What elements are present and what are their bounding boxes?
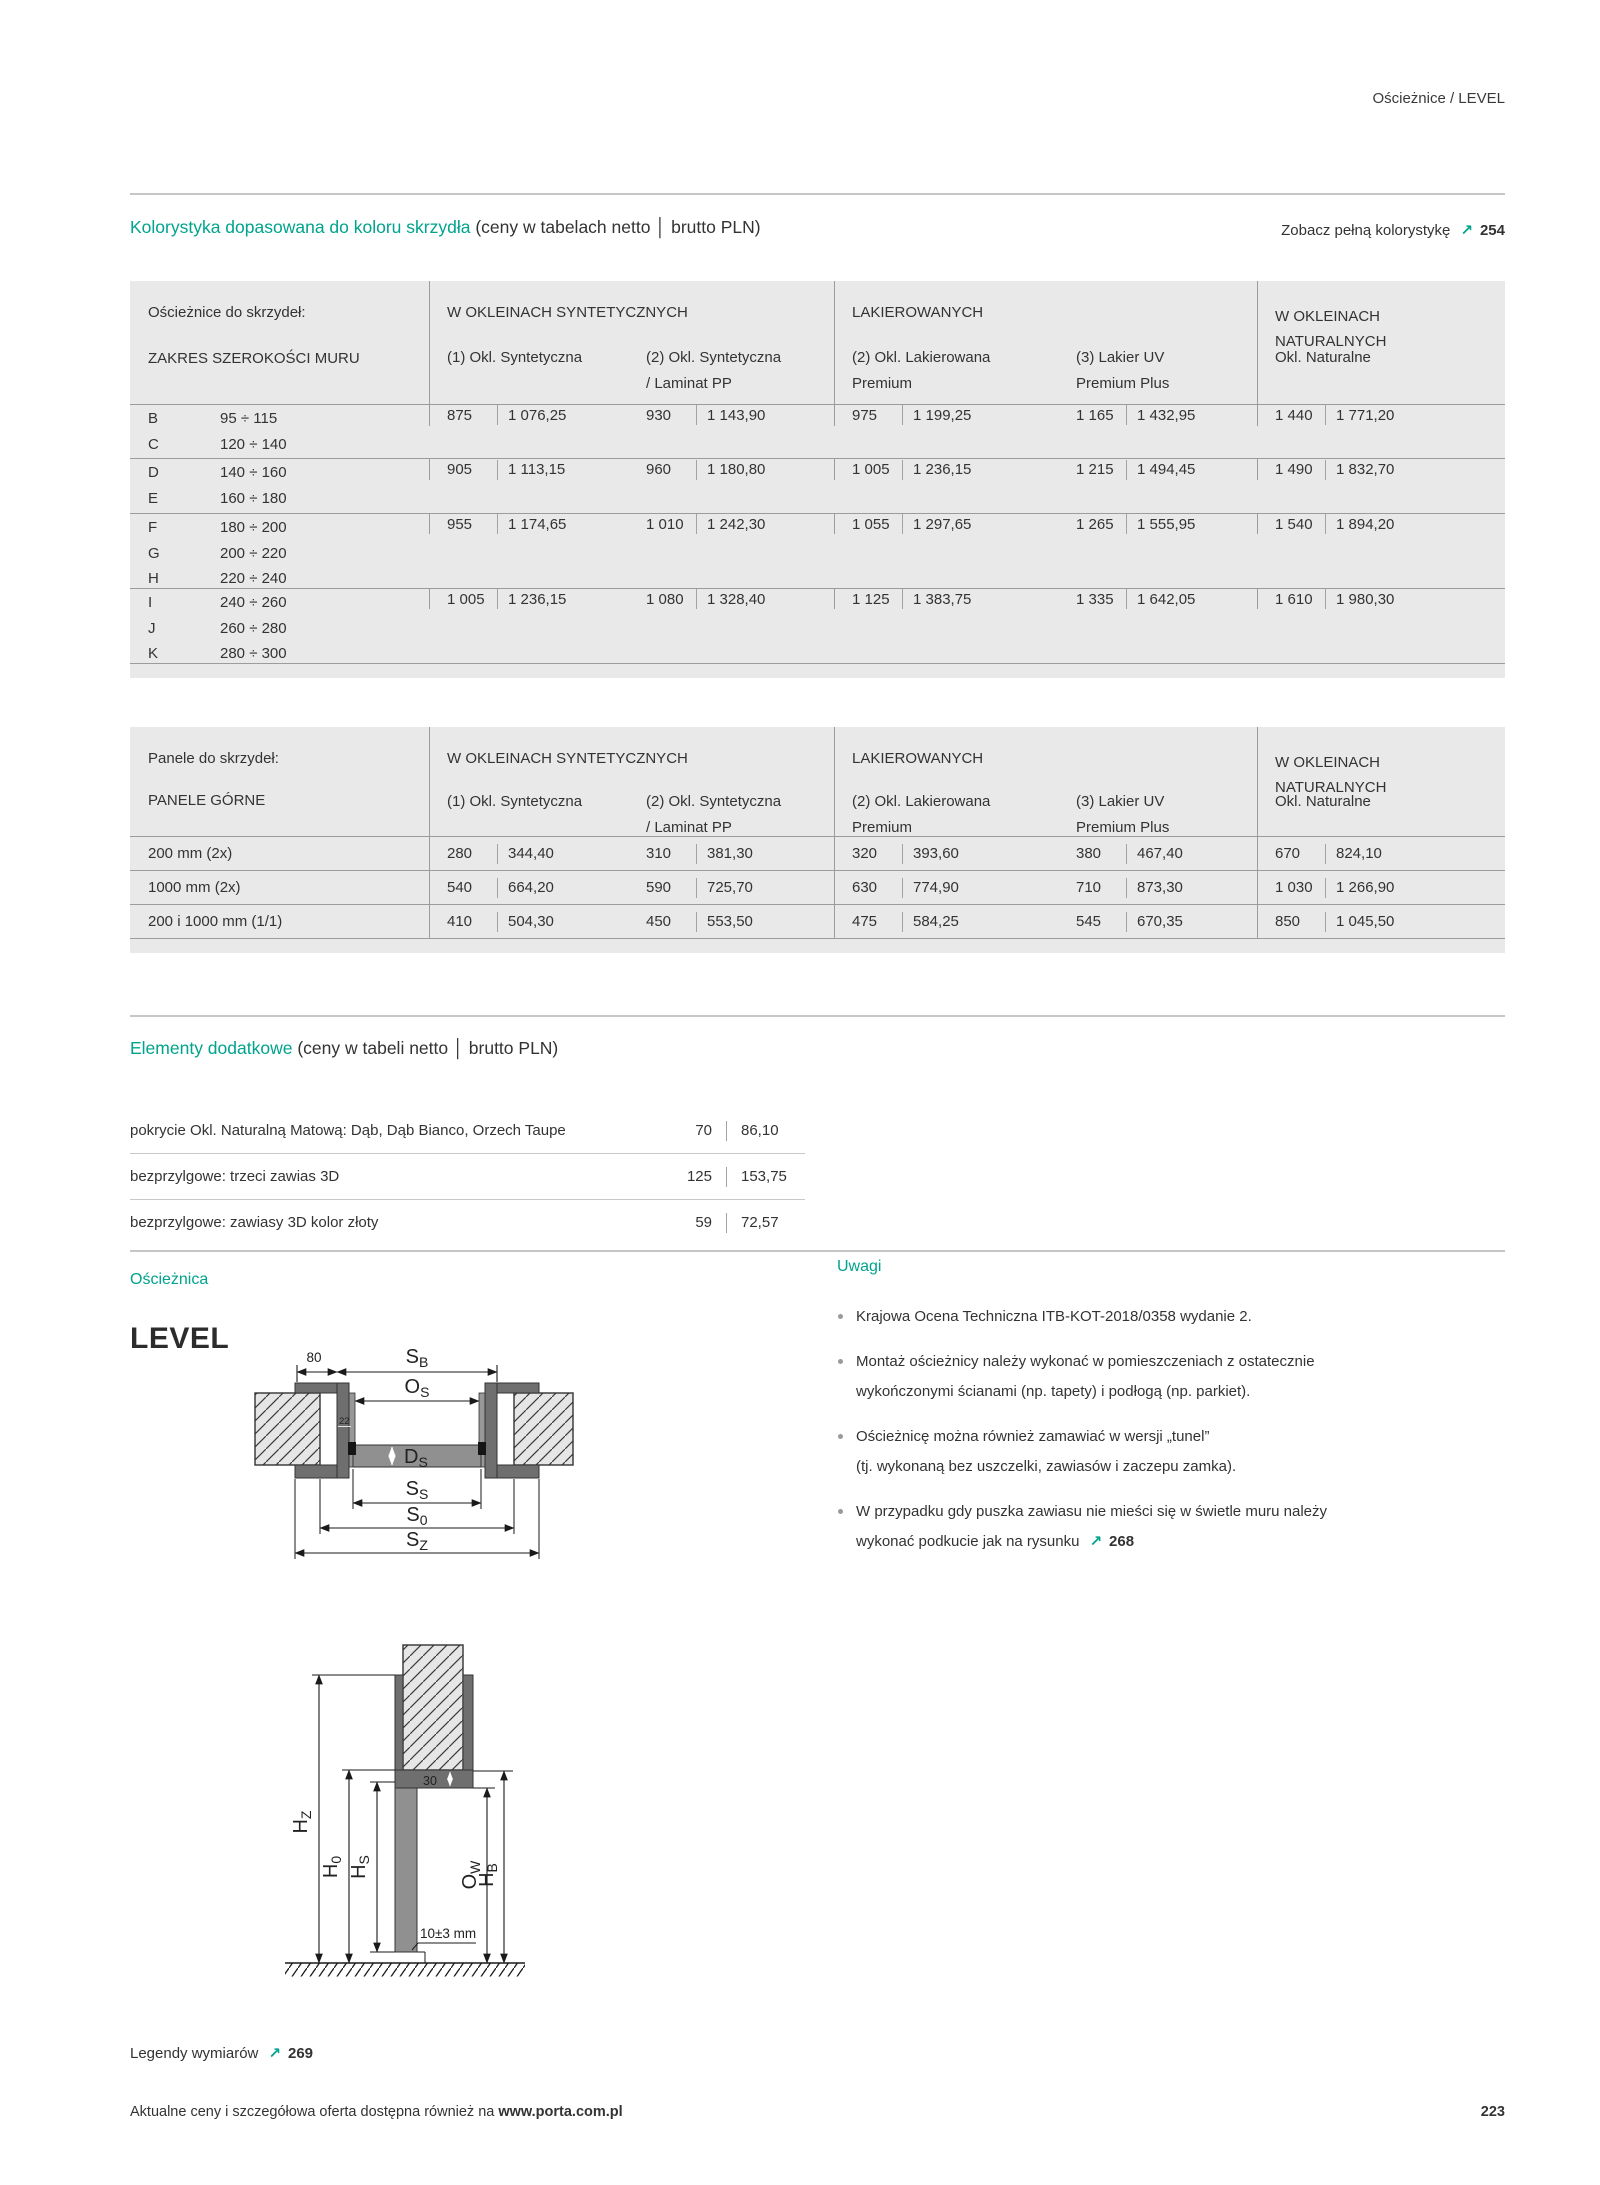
dimension-legend-link[interactable] xyxy=(130,2044,313,2062)
wall-left xyxy=(255,1393,320,1465)
breadcrumb: Ościeżnice / LEVEL xyxy=(1372,90,1505,107)
arrow-up-right-icon: ↗ xyxy=(268,2045,281,2062)
page-reference: 269 xyxy=(287,2045,314,2062)
footer-text: Aktualne ceny i szczegółowa oferta dostępna również na xyxy=(130,2104,499,2120)
table-header xyxy=(130,727,1505,836)
note-item: W przypadku gdy puszka zawiasu nie mieści się w świetle muru należy wykonać podkucie jak na rysunku ↗ 268 xyxy=(837,1497,1507,1558)
legend-link-label[interactable]: Legendy wymiarów xyxy=(130,2045,259,2062)
price-cell xyxy=(429,405,629,426)
bullet-icon xyxy=(838,1509,843,1514)
page-footer xyxy=(130,2104,1505,2120)
brutto-value: 72,57 xyxy=(741,1214,779,1231)
full-colors-link[interactable] xyxy=(1281,221,1505,239)
section-subtitle: (ceny w tabeli netto │ brutto PLN) xyxy=(297,1038,559,1058)
panel-label: 200 mm (2x) xyxy=(148,845,233,862)
page-number: 223 xyxy=(1480,2104,1505,2120)
hinge-mark xyxy=(348,1442,356,1455)
notes-title: Uwagi xyxy=(837,1258,882,1275)
page-reference: 254 xyxy=(1479,222,1505,239)
table-label-title: Panele do skrzydeł: xyxy=(148,750,279,767)
dim-label-hz: $H_Z$ xyxy=(290,1810,314,1834)
extras-label: bezprzylgowe: zawiasy 3D kolor złoty xyxy=(130,1214,379,1231)
column-group-natural: W OKLEINACH NATURALNYCH xyxy=(1257,727,1505,777)
price-cell: 1 165 1 432,95 xyxy=(1076,406,1196,424)
table-row: 200 mm (2x) 280 344,40 310 381,30 320 393,60 380 467,40 670 824,10 xyxy=(130,836,1505,870)
column-group-synthetic: W OKLEINACH SYNTETYCZNYCH xyxy=(429,727,834,777)
drawing-reference-link[interactable] xyxy=(1079,1533,1134,1550)
wall xyxy=(403,1645,463,1770)
table-label-cell xyxy=(130,281,429,404)
extras-table xyxy=(130,1108,805,1245)
netto-value: 875 xyxy=(447,406,473,424)
dim-label-22: 22 xyxy=(339,1416,350,1427)
note-item: Krajowa Ocena Techniczna ITB-KOT-2018/0358 wydanie 2. xyxy=(837,1302,1507,1333)
netto-value: 70 xyxy=(695,1122,712,1139)
table-row: B C 95 ÷ 115 120 ÷ 140 875 1 076,25 930 1 143,90 975 1 199,25 1 165 1 432,95 1 440 1 771,20 xyxy=(130,404,1505,458)
brutto-value: 153,75 xyxy=(741,1168,787,1185)
price-cell: 975 1 199,25 xyxy=(834,405,1059,426)
extras-label: pokrycie Okl. Naturalną Matową: Dąb, Dąb Bianco, Orzech Taupe xyxy=(130,1122,566,1139)
divider xyxy=(130,193,1505,195)
dim-label-80: 80 xyxy=(306,1350,322,1365)
price-divider xyxy=(726,1121,727,1141)
column-sub-3: (2) Okl. Lakierowana Premium xyxy=(834,333,1059,404)
section-subtitle: (ceny w tabelach netto │ brutto PLN) xyxy=(475,217,761,237)
frame-profile-right xyxy=(463,1675,473,1778)
page-reference: 268 xyxy=(1109,1533,1135,1550)
column-group-natural: W OKLEINACH NATURALNYCH xyxy=(1257,281,1505,333)
column-group-synthetic: W OKLEINACH SYNTETYCZNYCH xyxy=(429,281,834,333)
column-group-lacquered: LAKIEROWANYCH xyxy=(834,727,1257,777)
wall-right xyxy=(514,1393,573,1465)
dim-label-hs: $H_S$ xyxy=(348,1855,372,1879)
netto-value: 125 xyxy=(686,1168,712,1185)
extras-section-title xyxy=(130,1038,558,1059)
dim-label-ho: $H_0$ xyxy=(320,1855,344,1879)
dim-label-ow: $O_W$ xyxy=(459,1860,483,1890)
frame-horizontal-section-diagram xyxy=(240,1345,580,1580)
panels-price-table xyxy=(130,727,1505,953)
column-sub-1: (1) Okl. Syntetyczna xyxy=(429,777,629,836)
frame-jamb-left xyxy=(337,1383,349,1478)
dim-label-os: $O_S$ xyxy=(404,1376,430,1400)
frame-name-title: LEVEL xyxy=(130,1322,230,1355)
section-title: Kolorystyka dopasowana do koloru skrzydła xyxy=(130,217,471,237)
frame-kicker: Ościeżnica xyxy=(130,1271,209,1288)
section-title: Elementy dodatkowe xyxy=(130,1038,293,1058)
table-row: 200 i 1000 mm (1/1) 410 504,30 450 553,50 475 584,25 545 670,35 850 1 045,50 xyxy=(130,904,1505,938)
divider xyxy=(130,1250,1505,1252)
dim-label-ds: $D_S$ xyxy=(404,1446,428,1470)
table-row: 1000 mm (2x) 540 664,20 590 725,70 630 774,90 710 873,30 1 030 1 266,90 xyxy=(130,870,1505,904)
price-cell: 1 440 1 771,20 xyxy=(1257,405,1505,426)
frames-price-table xyxy=(130,281,1505,678)
note-item: Montaż ościeżnicy należy wykonać w pomieszczeniach z ostatecznie wykończonymi ścianami (np. tapety) i podłogą (np. parkiet). xyxy=(837,1347,1507,1408)
column-group-lacquered: LAKIEROWANYCH xyxy=(834,281,1257,333)
column-sub-1: (1) Okl. Syntetyczna xyxy=(429,333,629,404)
bullet-icon xyxy=(838,1434,843,1439)
dim-label-so: $S_0$ xyxy=(406,1504,428,1528)
brutto-value: 1 076,25 xyxy=(508,406,567,424)
website-link[interactable]: www.porta.com.pl xyxy=(498,2104,623,2120)
column-sub-5: Okl. Naturalne xyxy=(1257,777,1505,836)
dim-label-sb: $S_B$ xyxy=(405,1346,429,1370)
price-divider xyxy=(726,1167,727,1187)
divider xyxy=(130,1015,1505,1017)
price-divider xyxy=(497,405,498,425)
price-cell: 930 1 143,90 xyxy=(646,406,766,424)
latch-mark xyxy=(478,1442,486,1455)
note-item: Ościeżnicę można również zamawiać w wersji „tunel” (tj. wykonaną bez uszczelki, zawiasów i zaczepu zamka). xyxy=(837,1422,1507,1483)
table-row: D E 140 ÷ 160 160 ÷ 180 905 1 113,15 960 1 180,80 1 005 1 236,15 1 215 1 494,45 1 490 1 832,70 xyxy=(130,458,1505,513)
extras-row xyxy=(130,1154,805,1200)
column-sub-2: (2) Okl. Syntetyczna / Laminat PP xyxy=(646,793,782,836)
netto-value: 59 xyxy=(695,1214,712,1231)
table-foot xyxy=(130,938,1505,953)
table-label-sub: ZAKRES SZEROKOŚCI MURU xyxy=(148,350,360,367)
dim-label-sz: $S_Z$ xyxy=(406,1529,428,1553)
arrow-up-right-icon: ↗ xyxy=(1460,222,1473,239)
footer-note xyxy=(130,2104,623,2120)
table-label-title: Ościeżnice do skrzydeł: xyxy=(148,304,306,321)
dim-label-hb: $H_B$ xyxy=(476,1863,500,1887)
extras-row xyxy=(130,1108,805,1154)
frame-jamb-right xyxy=(485,1383,497,1478)
table-label-cell xyxy=(130,727,429,836)
extras-label: bezprzylgowe: trzeci zawias 3D xyxy=(130,1168,340,1185)
door-leaf xyxy=(395,1782,417,1952)
dim-label-30: 30 xyxy=(423,1774,437,1788)
floor-hatch xyxy=(285,1964,525,1977)
column-sub-4: (3) Lakier UV Premium Plus xyxy=(1076,793,1170,836)
table-label-sub: PANELE GÓRNE xyxy=(148,792,266,809)
column-sub-3: (2) Okl. Lakierowana Premium xyxy=(834,777,1059,836)
bullet-icon xyxy=(838,1314,843,1319)
pricing-section-title xyxy=(130,217,761,238)
extras-row xyxy=(130,1200,805,1245)
arrow-up-right-icon: ↗ xyxy=(1089,1533,1103,1550)
frame-vertical-section-diagram xyxy=(280,1630,530,2000)
panel-label: 200 i 1000 mm (1/1) xyxy=(148,913,283,930)
column-sub-2: (2) Okl. Syntetyczna / Laminat PP xyxy=(646,349,782,392)
dim-label-gap: 10±3 mm xyxy=(420,1926,477,1941)
column-sub-5: Okl. Naturalne xyxy=(1257,333,1505,404)
panel-label: 1000 mm (2x) xyxy=(148,879,241,896)
bullet-icon xyxy=(838,1359,843,1364)
table-header xyxy=(130,281,1505,404)
brutto-value: 86,10 xyxy=(741,1122,779,1139)
notes-section xyxy=(837,1258,1507,1572)
table-row: F G H 180 ÷ 200 200 ÷ 220 220 ÷ 240 955 1 174,65 1 010 1 242,30 1 055 1 297,65 1 265 1 555,95 1 540 1 894,20 xyxy=(130,513,1505,588)
dim-label-ss: $S_S$ xyxy=(405,1478,429,1502)
column-sub-4: (3) Lakier UV Premium Plus xyxy=(1076,349,1170,392)
price-divider xyxy=(726,1213,727,1233)
table-row: I J K 240 ÷ 260 260 ÷ 280 280 ÷ 300 1 005 1 236,15 1 080 1 328,40 1 125 1 383,75 1 335 1 642,05 1 610 1 980,30 xyxy=(130,588,1505,663)
full-colors-link-label[interactable]: Zobacz pełną kolorystykę xyxy=(1281,222,1451,239)
